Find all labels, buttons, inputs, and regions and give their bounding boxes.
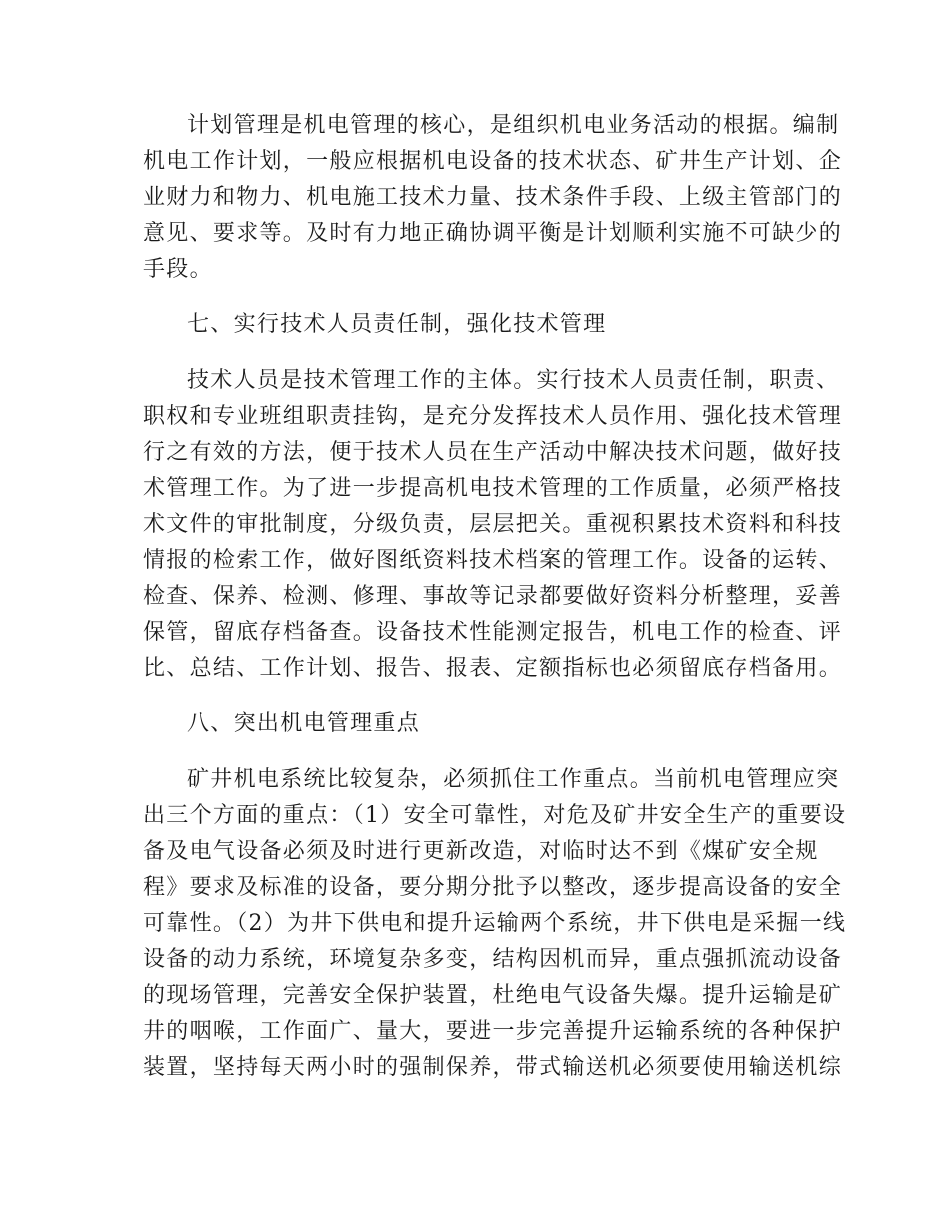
paragraph-line: 井的咽喉，工作面广、量大，要进一步完善提升运输系统的各种保护 <box>143 1019 843 1044</box>
paragraph-line: 行之有效的方法，便于技术人员在生产活动中解决技术问题，做好技 <box>143 440 843 465</box>
paragraph-line: 检查、保养、检测、修理、事故等记录都要做好资料分析整理，妥善 <box>143 584 843 609</box>
paragraph-line: 装置，坚持每天两小时的强制保养，带式输送机必须要使用输送机综 <box>143 1055 843 1080</box>
paragraph-line: 备及电气设备必须及时进行更新改造，对临时达不到《煤矿安全规 <box>143 839 819 864</box>
paragraph-line: 的现场管理，完善安全保护装置，杜绝电气设备失爆。提升运输是矿 <box>143 983 843 1008</box>
paragraph-line: 术文件的审批制度，分级负责，层层把关。重视积累技术资料和科技 <box>143 512 843 537</box>
paragraph-line: 保管，留底存档备查。设备技术性能测定报告，机电工作的检查、评 <box>143 620 843 645</box>
paragraph-line: 计划管理是机电管理的核心，是组织机电业务活动的根据。编制 <box>187 113 840 138</box>
paragraph-line: 比、总结、工作计划、报告、报表、定额指标也必须留底存档备用。 <box>143 656 843 681</box>
paragraph-line: 程》要求及标准的设备，要分期分批予以整改，逐步提高设备的安全 <box>143 875 843 900</box>
paragraph-line: 机电工作计划，一般应根据机电设备的技术状态、矿井生产计划、企 <box>143 149 843 174</box>
paragraph-line: 业财力和物力、机电施工技术力量、技术条件手段、上级主管部门的 <box>143 185 843 210</box>
paragraph-line: 意见、要求等。及时有力地正确协调平衡是计划顺利实施不可缺少的 <box>143 221 843 246</box>
paragraph-line: 矿井机电系统比较复杂，必须抓住工作重点。当前机电管理应突 <box>187 767 840 792</box>
paragraph-line: 职权和专业班组职责挂钩，是充分发挥技术人员作用、强化技术管理 <box>143 404 843 429</box>
paragraph-line: 术管理工作。为了进一步提高机电技术管理的工作质量，必须严格技 <box>143 476 843 501</box>
section-heading-8: 八、突出机电管理重点 <box>187 711 421 736</box>
paragraph-line: 设备的动力系统，环境复杂多变，结构因机而异，重点强抓流动设备 <box>143 947 843 972</box>
paragraph-line: 技术人员是技术管理工作的主体。实行技术人员责任制，职责、 <box>187 368 840 393</box>
section-heading-7: 七、实行技术人员责任制，强化技术管理 <box>187 312 607 337</box>
paragraph-line: 手段。 <box>143 257 213 282</box>
paragraph-line: 可靠性。（2）为井下供电和提升运输两个系统，井下供电是采掘一线 <box>143 911 847 936</box>
paragraph-line: 情报的检索工作，做好图纸资料技术档案的管理工作。设备的运转、 <box>143 548 843 573</box>
paragraph-line: 出三个方面的重点：（1）安全可靠性，对危及矿井安全生产的重要设 <box>143 803 847 828</box>
